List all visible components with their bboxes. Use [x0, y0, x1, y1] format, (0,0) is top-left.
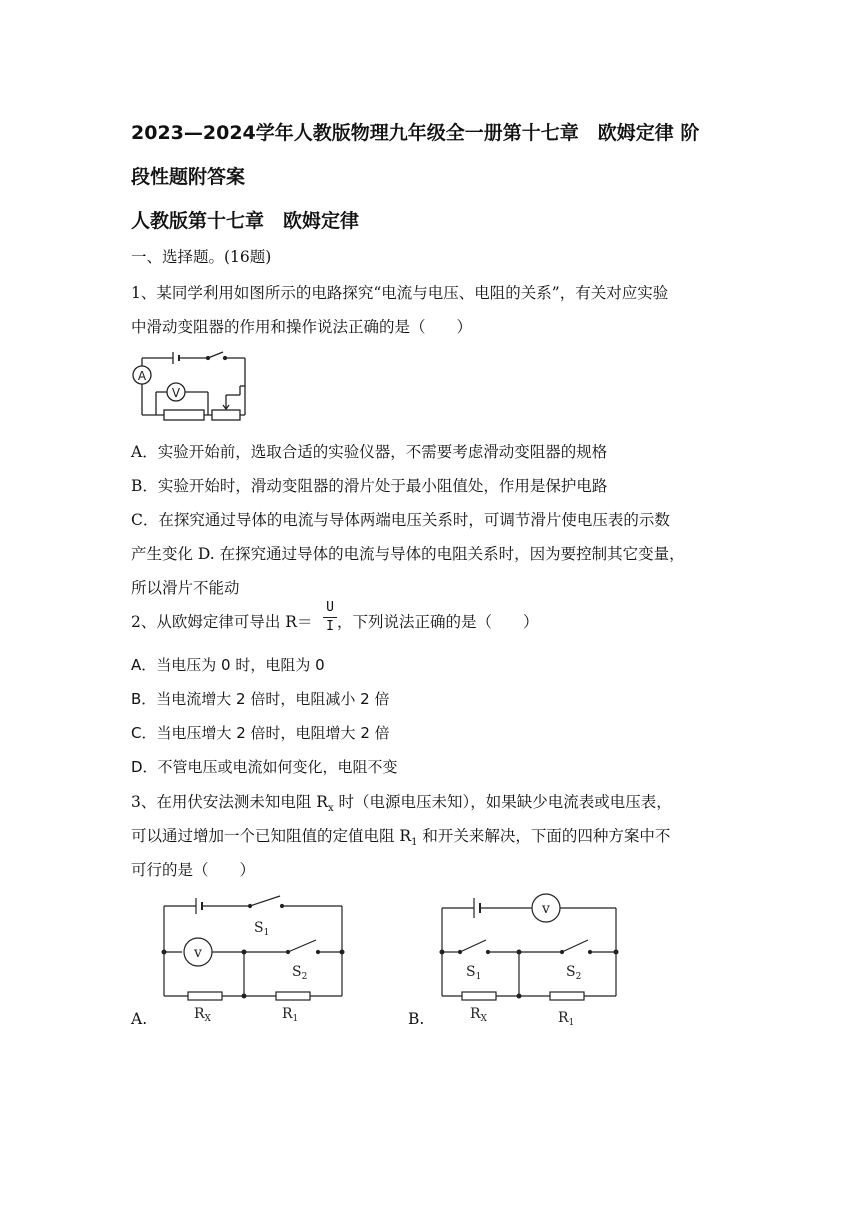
- q1-stem-line1: 1、某同学利用如图所示的电路探究“电流与电压、电阻的关系”，有关对应实验: [131, 284, 669, 302]
- q3-stem-line3: 可行的是（ ）: [131, 861, 256, 879]
- doc-title-line2: 段性题附答案: [131, 166, 246, 188]
- q2-fraction-denominator: I: [326, 619, 334, 634]
- q2-stem-suffix: ，下列说法正确的是（ ）: [337, 613, 539, 631]
- q2-fraction: [323, 600, 337, 635]
- q2-option-a: A．当电压为 0 时，电阻为 0: [131, 656, 325, 674]
- doc-title-line1: 2023—2024学年人教版物理九年级全一册第十七章 欧姆定律 阶: [131, 122, 700, 144]
- q1-option-a: A．实验开始前，选取合适的实验仪器，不需要考虑滑动变阻器的规格: [131, 443, 608, 461]
- section-heading: 一、选择题。(16题): [131, 248, 272, 266]
- q2-option-d: D．不管电压或电流如何变化，电阻不变: [131, 758, 398, 776]
- q1-option-b: B．实验开始时，滑动变阻器的滑片处于最小阻值处，作用是保护电路: [131, 477, 608, 495]
- q1-stem-line2: 中滑动变阻器的作用和操作说法正确的是（ ）: [131, 318, 473, 336]
- circuit-b-s1-label: $S_1$: [466, 964, 482, 982]
- doc-subtitle: 人教版第十七章 欧姆定律: [131, 210, 360, 232]
- q2-stem-prefix: 2、从欧姆定律可导出 R＝: [131, 613, 313, 631]
- q1-option-c-line3: 所以滑片不能动: [131, 579, 240, 597]
- q3-option-b-label: B.: [408, 1010, 425, 1028]
- circuit-b-r1-label: $R_1$: [558, 1010, 575, 1028]
- circuit-b-voltmeter-label: v: [542, 901, 550, 917]
- q3-stem-line2: 可以通过增加一个已知阻值的定值电阻 $R_1$ 和开关来解决，下面的四种方案中不: [131, 827, 671, 849]
- circuit-a-r1-label: $R_1$: [282, 1006, 299, 1024]
- circuit-b-s2-label: $S_2$: [566, 964, 582, 982]
- ammeter-symbol-label: A: [137, 369, 147, 383]
- q2-option-b: B．当电流增大 2 倍时，电阻减小 2 倍: [131, 690, 390, 708]
- q2-option-c: C．当电压增大 2 倍时，电阻增大 2 倍: [131, 724, 390, 742]
- q1-option-c-line2: 产生变化 D. 在探究通过导体的电流与导体的电阻关系时，因为要控制其它变量，: [131, 545, 685, 563]
- q1-circuit-diagram: [128, 348, 253, 428]
- circuit-a-rx-label: $R_X$: [194, 1006, 211, 1024]
- q2-fraction-numerator: U: [326, 600, 334, 615]
- voltmeter-symbol-label: V: [171, 386, 181, 400]
- circuit-b-rx-label: $R_X$: [470, 1006, 487, 1024]
- circuit-a-voltmeter-label: v: [194, 945, 202, 961]
- q3-circuit-b: [436, 890, 626, 1030]
- q3-circuit-a: [158, 890, 348, 1030]
- circuit-a-s1-label: $S_1$: [254, 920, 270, 938]
- q3-stem-line1: 3、在用伏安法测未知电阻 $R_x$ 时（电源电压未知），如果缺少电流表或电压表，: [131, 793, 672, 815]
- circuit-a-s2-label: $S_2$: [292, 964, 308, 982]
- q3-option-a-label: A.: [131, 1010, 148, 1028]
- q1-option-c-line1: C．在探究通过导体的电流与导体两端电压关系时，可调节滑片使电压表的示数: [131, 511, 670, 529]
